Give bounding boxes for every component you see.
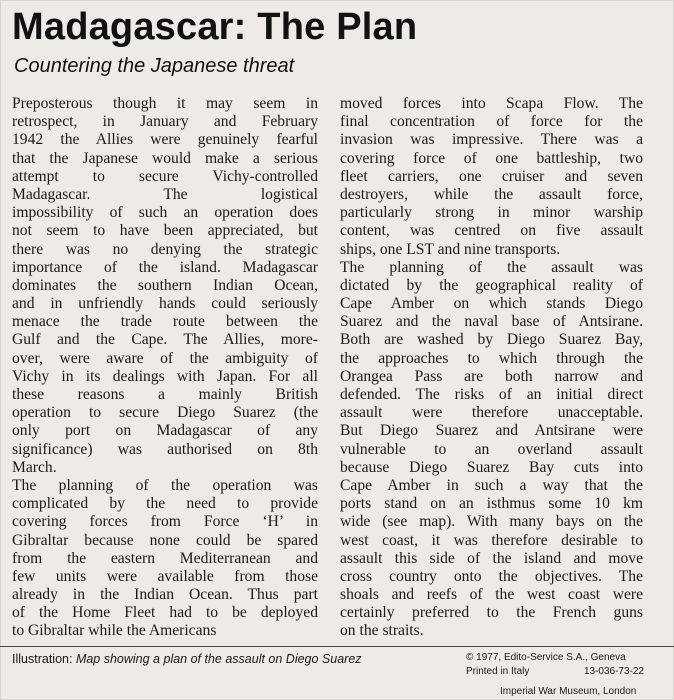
left-line: Gulf and the Cape. The Allies, more- [12,331,318,349]
left-line: of the Home Fleet had to be deployed [12,604,318,622]
right-line: Orangea Pass are both narrow and [340,367,643,385]
printed-in-text: Printed in Italy [466,666,530,677]
right-line: fleet carriers, one cruiser and seven [340,167,643,185]
left-line: Gibraltar because none could be spared [12,531,318,549]
left-line: there was no denying the strategic [12,240,318,258]
left-text-column [12,95,318,641]
right-line: defended. The risks of an initial direct [340,386,643,403]
left-line: not seem to have been appreciated, but [12,222,318,240]
right-line: Suarez and the naval base of Antsirane. [340,313,643,331]
left-line: The planning of the operation was [12,476,318,494]
left-line: complicated by the need to provide [12,495,318,513]
left-line: menace the trade route between the [12,313,318,331]
right-line: final concentration of force for the [340,113,643,131]
right-line: dictated by the geographical reality of [340,276,643,294]
left-line: from the eastern Mediterranean and [12,549,318,567]
right-line: Cape Amber in such a way that the [340,476,643,494]
right-line: Both are washed by Diego Suarez Bay, [340,331,643,349]
left-line: importance of the island. Madagascar [12,258,318,276]
footer-divider [0,646,674,647]
left-line: March. [12,458,57,476]
right-line: invasion was impressive. There was a [340,131,643,149]
left-line: impossibility of such an operation does [12,204,318,222]
right-line: wide (see map). With many bays on the [340,513,643,531]
right-line: assault this side of the island and move [340,549,643,567]
left-line: attempt to secure Vichy-controlled [12,167,318,185]
right-line: moved forces into Scapa Flow. The [340,95,643,112]
left-line: Preposterous though it may seem in [12,95,318,112]
right-text-column [340,95,643,641]
left-line: and in unfriendly hands could seriously [12,295,318,313]
right-line: destroyers, while the assault force, [340,185,643,203]
image-credit: Imperial War Museum, London [500,686,637,697]
left-line: significance) was authorised on 8th [12,440,318,458]
left-line: over, were aware of the ambiguity of [12,349,318,367]
right-line: particularly strong in minor warship [340,204,643,222]
left-line: 1942 the Allies were genuinely fearful [12,131,318,149]
right-line: west coast, it was therefore desirable to [340,531,643,549]
copyright-text: © 1977, Edito-Service S.A., Geneva [466,652,626,663]
right-line: the approaches to which through the [340,349,643,367]
left-line: few units were available from those [12,567,318,585]
illustration-caption: Map showing a plan of the assault on Diego Suarez [75,652,362,666]
page-title: Madagascar: The Plan [12,6,418,48]
left-line: only port on Madagascar of any [12,422,318,440]
right-line: But Diego Suarez and Antsirane were [340,422,643,440]
print-info-row [466,665,644,679]
right-line: ships, one LST and nine transports. [340,240,561,258]
left-line: already in the Indian Ocean. Thus part [12,586,318,604]
right-line: content, was centred on five assault [340,222,643,240]
illustration-caption-block [12,651,432,668]
right-line: ports stand on an isthmus some 10 km [340,495,643,513]
right-line: cross country onto the objectives. The [340,567,643,585]
right-line: shoals and reefs of the west coast were [340,586,643,604]
left-line: these reasons a mainly British [12,386,318,403]
illustration-label: Illustration: [12,652,73,666]
left-line: that the Japanese would make a serious [12,149,318,167]
right-line: assault were therefore unacceptable. [340,404,643,422]
right-line: covering force of one battleship, two [340,149,643,167]
left-line: to Gibraltar while the Americans [12,622,217,640]
left-line: Vichy in its dealings with Japan. For all [12,367,318,385]
right-line: The planning of the assault was [340,258,643,276]
right-line: Cape Amber on which stands Diego [340,295,643,313]
publisher-info [466,651,666,699]
right-line: on the straits. [340,622,424,640]
right-line: because Diego Suarez Bay cuts into [340,458,643,476]
card-code: 13-036-73-22 [583,666,644,677]
left-line: operation to secure Diego Suarez (the [12,404,318,422]
left-line: Madagascar. The logistical [12,185,318,203]
left-line: retrospect, in January and February [12,113,318,131]
page-subtitle: Countering the Japanese threat [14,55,295,77]
left-line: covering forces from Force ‘H’ in [12,513,318,531]
right-line: vulnerable to an overland assault [340,440,643,458]
left-line: dominates the southern Indian Ocean, [12,276,318,294]
right-line: certainly preferred to the French guns [340,604,643,622]
